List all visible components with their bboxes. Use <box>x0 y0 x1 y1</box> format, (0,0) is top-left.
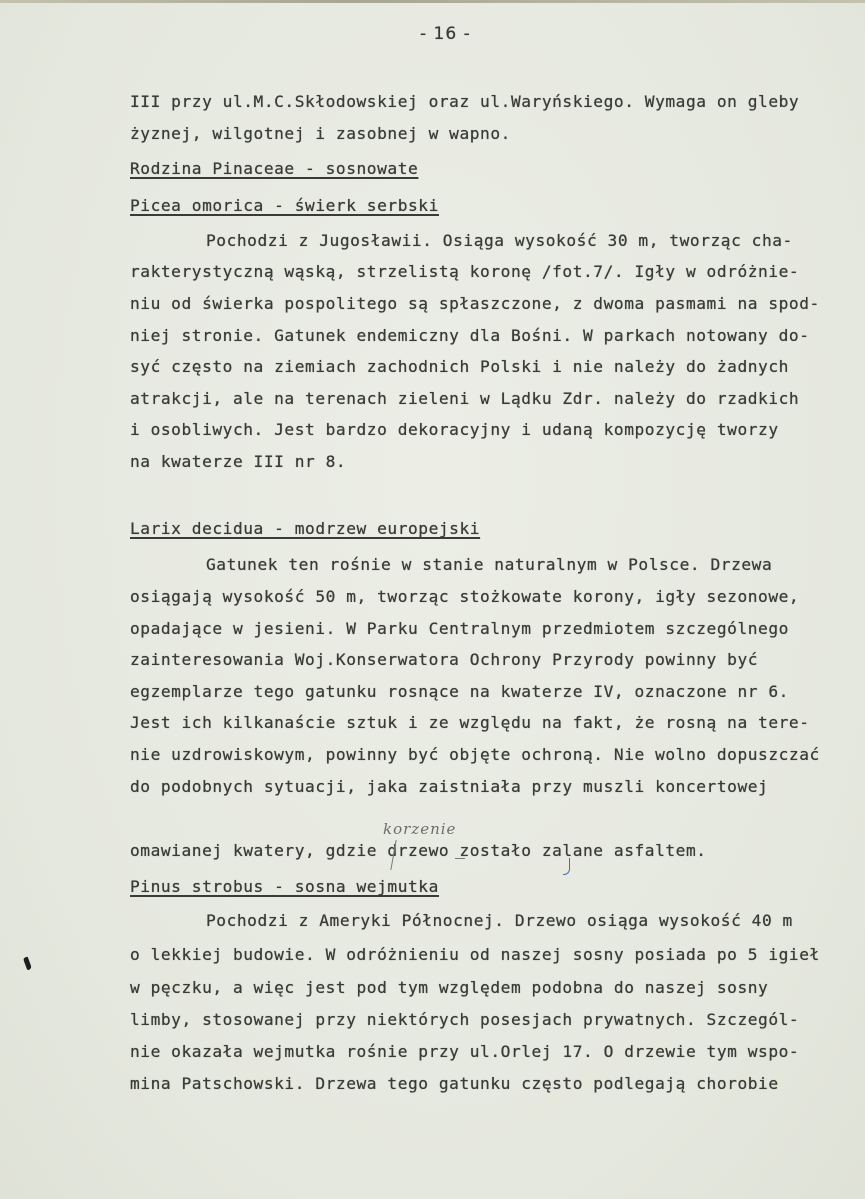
text-line: do podobnych sytuacji, jaka zaistniała przy muszli koncertowej <box>130 777 769 796</box>
text-line: na kwaterze III nr 8. <box>130 452 347 471</box>
blue-pen-correction-mark <box>563 858 570 875</box>
text-line: mina Patschowski. Drzewa tego gatunku często podlegają chorobie <box>130 1074 779 1093</box>
section-heading: Rodzina Pinaceae - sosnowate <box>130 159 419 178</box>
text-line: niu od świerka pospolitego są spłaszczone, z dwoma pasmami na spod- <box>130 294 820 313</box>
text-line: Pochodzi z Ameryki Północnej. Drzewo osiąga wysokość 40 m <box>206 911 793 930</box>
text-line: atrakcji, ale na terenach zieleni w Lądku Zdr. należy do rzadkich <box>130 389 800 408</box>
text-line: o lekkiej budowie. W odróżnieniu od naszej sosny posiada po 5 igieł <box>130 945 820 964</box>
text-line: omawianej kwatery, gdzie drzewo zostało zalane asfaltem. <box>130 841 707 860</box>
text-line: nie okazała wejmutka rośnie przy ul.Orlej 17. O drzewie tym wspo- <box>130 1042 800 1061</box>
text-line: w pęczku, a więc jest pod tym względem podobna do naszej sosny <box>130 978 769 997</box>
text-line: III przy ul.M.C.Skłodowskiej oraz ul.Waryńskiego. Wymaga on gleby <box>130 92 800 111</box>
page-top-edge <box>0 0 865 3</box>
text-line: limby, stosowanej przy niektórych posesjach prywatnych. Szczegól- <box>130 1010 800 1029</box>
page-number: - 16 - <box>420 24 471 44</box>
text-line: żyznej, wilgotnej i zasobnej w wapno. <box>130 124 511 143</box>
text-line: Pochodzi z Jugosławii. Osiąga wysokość 30 m, tworząc cha- <box>206 231 793 250</box>
text-line: syć często na ziemiach zachodnich Polski i nie należy do żadnych <box>130 357 789 376</box>
margin-ink-mark <box>23 957 32 971</box>
text-line: osiągają wysokość 50 m, tworząc stożkowate korony, igły sezonowe, <box>130 587 800 606</box>
section-heading: Picea omorica - świerk serbski <box>130 196 439 215</box>
text-line: Gatunek ten rośnie w stanie naturalnym w Polsce. Drzewa <box>206 555 773 574</box>
text-line: Jest ich kilkanaście sztuk i ze względu na fakt, że rosną na tere- <box>130 713 810 732</box>
text-line: nie uzdrowiskowym, powinny być objęte ochroną. Nie wolno dopuszczać <box>130 745 820 764</box>
handwritten-annotation: korzenie <box>383 820 457 838</box>
text-line: egzemplarze tego gatunku rosnące na kwaterze IV, oznaczone nr 6. <box>130 682 789 701</box>
section-heading: Larix decidua - modrzew europejski <box>130 519 481 538</box>
text-line: zainteresowania Woj.Konserwatora Ochrony Przyrody powinny być <box>130 650 759 669</box>
insertion-underscore-mark <box>455 856 465 859</box>
text-line: niej stronie. Gatunek endemiczny dla Bośni. W parkach notowany do- <box>130 326 810 345</box>
section-heading: Pinus strobus - sosna wejmutka <box>130 877 439 896</box>
text-line: i osobliwych. Jest bardzo dekoracyjny i udaną kompozycję tworzy <box>130 420 779 439</box>
text-line: rakterystyczną wąską, strzelistą koronę /fot.7/. Igły w odróżnie- <box>130 262 800 281</box>
text-line: opadające w jesieni. W Parku Centralnym przedmiotem szczególnego <box>130 619 789 638</box>
